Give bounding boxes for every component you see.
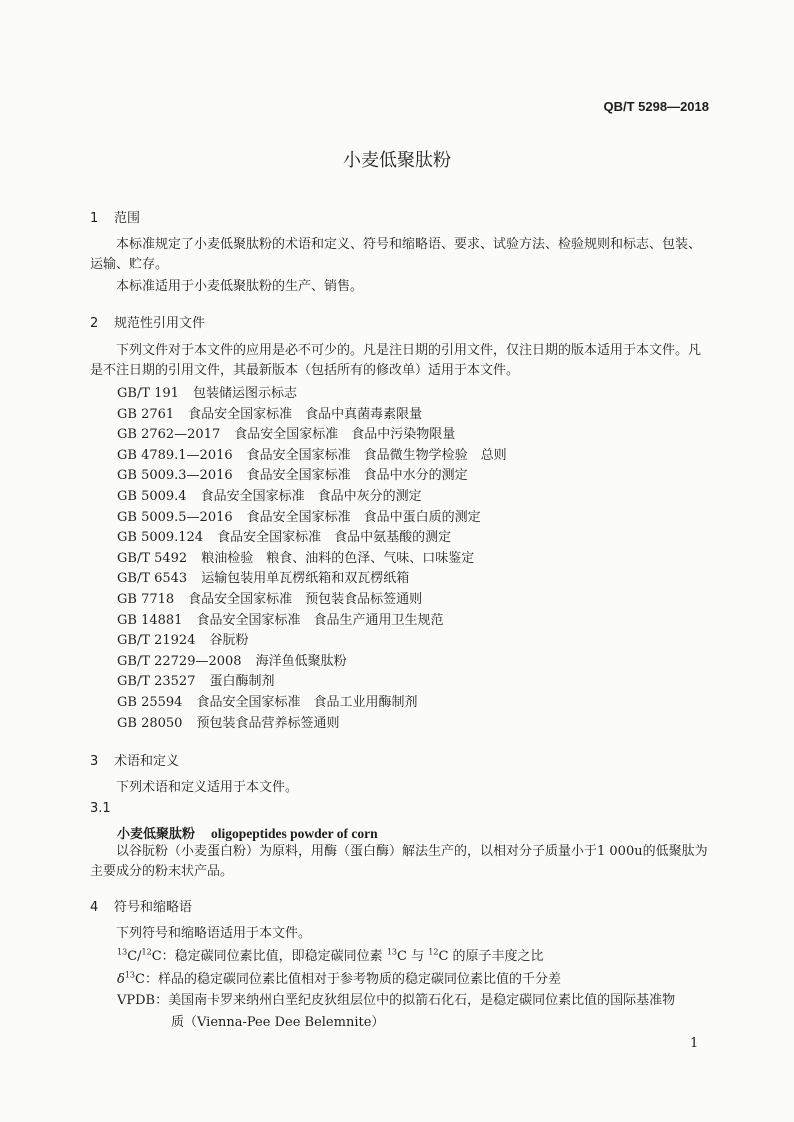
paragraph-text: 本标准规定了小麦低聚肽粉的术语和定义、符号和缩略语、要求、试验方法、检验规则和标志、包装、运输、贮存。 xyxy=(90,237,702,272)
section-1-paragraph-1 xyxy=(90,235,712,275)
reference-item xyxy=(117,384,507,405)
section-4-heading xyxy=(90,896,192,915)
reference-title: 食品安全国家标准 食品工业用酶制剂 xyxy=(196,694,418,710)
reference-code: GB/T 21924 xyxy=(117,633,196,649)
reference-item xyxy=(117,631,507,652)
reference-item xyxy=(117,590,507,611)
document-title: 小麦低聚肽粉 xyxy=(343,150,451,171)
reference-item xyxy=(117,446,507,467)
standard-id: QB/T 5298—2018 xyxy=(603,99,709,114)
symbol-label: $^{13}$C/$^{12}$C xyxy=(117,947,162,964)
term-definition xyxy=(90,842,712,882)
reference-code: GB 14881 xyxy=(117,612,183,628)
reference-title: 食品安全国家标准 食品微生物学检验 总则 xyxy=(246,447,507,463)
symbol-description: ：稳定碳同位素比值，即稳定碳同位素 xyxy=(161,949,383,964)
reference-title: 食品安全国家标准 食品中污染物限量 xyxy=(234,427,456,443)
reference-item xyxy=(117,466,507,487)
symbol-13c-12c xyxy=(117,945,544,964)
reference-item xyxy=(117,405,507,426)
reference-title: 运输包装用单瓦楞纸箱和双瓦楞纸箱 xyxy=(201,571,410,587)
symbol-13c: $^{13}$C xyxy=(386,947,407,964)
reference-code: GB/T 6543 xyxy=(117,571,188,587)
symbol-delta-13c xyxy=(117,968,561,987)
symbol-12c: $^{12}$C xyxy=(428,947,449,964)
reference-title: 食品安全国家标准 食品中真菌毒素限量 xyxy=(188,406,423,422)
reference-code: GB 2761 xyxy=(117,406,175,422)
reference-title: 预包装食品营养标签通则 xyxy=(196,715,340,731)
reference-item xyxy=(117,425,507,446)
section-2-paragraph-1 xyxy=(90,341,712,381)
reference-title: 谷朊粉 xyxy=(209,633,249,649)
reference-code: GB 5009.5—2016 xyxy=(117,509,233,525)
reference-title: 食品安全国家标准 食品中水分的测定 xyxy=(246,468,468,484)
symbol-label: VPDB： xyxy=(117,993,169,1008)
reference-item xyxy=(117,508,507,529)
reference-code: GB 7718 xyxy=(117,591,175,607)
reference-item xyxy=(117,693,507,714)
reference-item xyxy=(117,672,507,693)
term-english: oligopeptides powder of corn xyxy=(211,826,378,841)
reference-code: GB/T 23527 xyxy=(117,674,196,690)
reference-item xyxy=(117,652,507,673)
symbol-vpdb-continued: 质（Vienna-Pee Dee Belemnite） xyxy=(171,1015,385,1030)
reference-title: 食品安全国家标准 食品生产通用卫生规范 xyxy=(196,612,444,628)
reference-code: GB 28050 xyxy=(117,715,183,731)
section-4-paragraph-1 xyxy=(90,924,712,944)
conjunction-text: 与 xyxy=(411,949,425,964)
reference-title: 食品安全国家标准 食品中蛋白质的测定 xyxy=(246,509,481,525)
section-number: 2 xyxy=(90,316,99,331)
section-2-heading xyxy=(90,312,205,331)
reference-title: 食品安全国家标准 食品中灰分的测定 xyxy=(200,488,422,504)
section-number: 3 xyxy=(90,754,99,769)
reference-code: GB 5009.3—2016 xyxy=(117,468,233,484)
paragraph-text: 本标准适用于小麦低聚肽粉的生产、销售。 xyxy=(116,279,364,294)
reference-title: 蛋白酶制剂 xyxy=(209,674,275,690)
reference-title: 食品安全国家标准 食品中氨基酸的测定 xyxy=(217,530,452,546)
paragraph-text: 下列文件对于本文件的应用是必不可少的。凡是注日期的引用文件，仅注日期的版本适用于本文件。凡是不注日期的引用文件，其最新版本（包括所有的修改单）适用于本文件。 xyxy=(90,343,702,378)
section-number: 4 xyxy=(90,900,99,915)
term-chinese: 小麦低聚肽粉 xyxy=(117,827,196,842)
page-number: 1 xyxy=(690,1036,699,1051)
symbol-description: ：样品的稳定碳同位素比值相对于参考物质的稳定碳同位素比值的千分差 xyxy=(144,972,561,987)
symbol-vpdb xyxy=(117,989,675,1008)
section-title: 范围 xyxy=(114,211,141,226)
symbol-description: 美国南卡罗来纳州白垩纪皮狄组层位中的拟箭石化石，是稳定碳同位素比值的国际基准物 xyxy=(168,993,676,1008)
symbol-description-end: 的原子丰度之比 xyxy=(452,949,544,964)
reference-item xyxy=(117,528,507,549)
reference-code: GB 25594 xyxy=(117,694,183,710)
reference-code: GB/T 22729—2008 xyxy=(117,653,242,669)
section-number: 1 xyxy=(90,211,99,226)
reference-code: GB 5009.124 xyxy=(117,530,204,546)
reference-item xyxy=(117,569,507,590)
reference-code: GB 5009.4 xyxy=(117,488,187,504)
reference-title: 粮油检验 粮食、油料的色泽、气味、口味鉴定 xyxy=(201,550,475,566)
symbol-label: $\delta^{13}C$ xyxy=(117,970,145,987)
section-1-heading xyxy=(90,207,140,226)
reference-code: GB/T 191 xyxy=(117,386,179,401)
clause-number: 3.1 xyxy=(90,801,111,816)
reference-code: GB 2762—2017 xyxy=(117,427,221,443)
paragraph-text: 下列术语和定义适用于本文件。 xyxy=(116,780,299,795)
reference-title: 包装储运图示标志 xyxy=(192,386,297,401)
reference-item xyxy=(117,487,507,508)
section-title: 符号和缩略语 xyxy=(114,900,193,915)
section-3-paragraph-1 xyxy=(90,778,712,798)
paragraph-text: 下列符号和缩略语适用于本文件。 xyxy=(116,926,312,941)
reference-code: GB 4789.1—2016 xyxy=(117,447,233,463)
term-entry xyxy=(117,823,378,842)
paragraph-text: 以谷朊粉（小麦蛋白粉）为原料，用酶（蛋白酶）解法生产的，以相对分子质量小于1 000u的低聚肽为主要成分的粉末状产品。 xyxy=(90,844,708,879)
reference-title: 海洋鱼低聚肽粉 xyxy=(255,653,347,669)
section-3-heading xyxy=(90,750,179,769)
reference-item xyxy=(117,611,507,632)
section-1-paragraph-2 xyxy=(90,277,712,297)
section-title: 规范性引用文件 xyxy=(114,316,206,331)
reference-title: 食品安全国家标准 预包装食品标签通则 xyxy=(188,591,423,607)
reference-item xyxy=(117,549,507,570)
reference-code: GB/T 5492 xyxy=(117,550,188,566)
reference-item xyxy=(117,714,507,735)
section-title: 术语和定义 xyxy=(114,754,180,769)
reference-list xyxy=(117,384,507,734)
